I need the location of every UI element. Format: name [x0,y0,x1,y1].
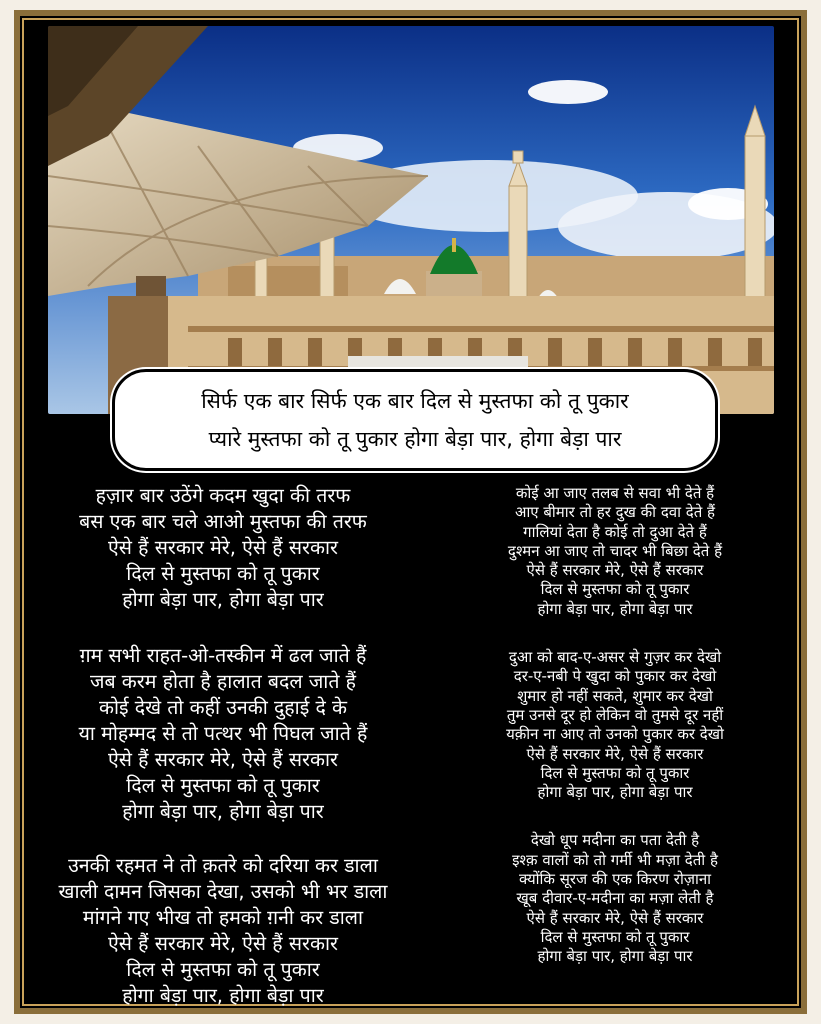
verse-line: होगा बेड़ा पार, होगा बेड़ा पार [122,588,324,611]
verse-line: होगा बेड़ा पार, होगा बेड़ा पार [122,984,324,1007]
left-stanza-2 [18,643,428,825]
verse-line: होगा बेड़ा पार, होगा बेड़ा पार [537,599,693,618]
banner-line-1: सिर्फ एक बार सिर्फ एक बार दिल से मुस्तफा को तू पुकार [201,389,629,413]
right-column [450,484,780,967]
verse-line: कोई आ जाए तलब से सवा भी देते हैं [515,484,715,502]
verse-line: क्योंकि सूरज की एक किरण रोज़ाना [518,870,712,889]
verse-line: उनकी रहमत ने तो क़तरे को दरिया कर डाला [68,854,378,877]
verse-line: ऐसे हैं सरकार मेरे, ऐसे हैं सरकार [526,561,704,580]
title-banner [112,369,718,471]
verse-line: होगा बेड़ा पार, होगा बेड़ा पार [122,800,324,823]
verse-line: दुआ को बाद-ए-असर से गुज़र कर देखो [508,648,722,667]
verse-line: ऐसे हैं सरकार मेरे, ऐसे हैं सरकार [526,744,704,763]
verse-line: दर-ए-नबी पे खुदा को पुकार कर देखो [513,667,717,686]
left-stanza-1 [18,483,428,613]
left-column [18,483,428,1009]
verse-line: बस एक बार चले आओ मुस्तफा की तरफ [79,510,367,533]
verse-line: ग़म सभी राहत-ओ-तस्कीन में ढल जाते हैं [79,644,367,667]
verse-line: शुमार हो नहीं सकते, शुमार कर देखो [517,686,713,705]
verse-line: यक़ीन ना आए तो उनको पुकार कर देखो [506,725,724,744]
left-stanza-3 [18,853,428,1009]
verse-line: गालियां देता है कोई तो दुआ देते हैं [523,522,707,541]
verse-line: इश्क़ वालों को तो गर्मी भी मज़ा देती है [512,850,718,869]
verse-line: तुम उनसे दूर हो लेकिन वो तुमसे दूर नहीं [506,705,724,724]
verse-line: देखो धूप मदीना का पता देती है [530,831,700,850]
verse-line: या मोहम्मद से तो पत्थर भी पिघल जाते हैं [78,722,368,745]
verse-line: मांगने गए भीख तो हमको ग़नी कर डाला [82,906,364,929]
verse-line: होगा बेड़ा पार, होगा बेड़ा पार [537,947,693,966]
verse-line: खूब दीवार-ए-मदीना का मज़ा लेती है [516,889,714,908]
verse-line: आए बीमार तो हर दुख की दवा देते हैं [514,503,716,522]
verse-line: होगा बेड़ा पार, होगा बेड़ा पार [537,783,693,802]
verse-line: दिल से मुस्तफा को तू पुकार [540,763,690,782]
verse-line: दिल से मुस्तफा को तू पुकार [126,774,320,797]
banner-line-2: प्यारे मुस्तफा को तू पुकार होगा बेड़ा पार, होगा बेड़ा पार [208,427,622,451]
right-stanza-3 [450,831,780,966]
verse-line: कोई देखे तो कहीं उनकी दुहाई दे के [98,696,348,719]
verse-line: ऐसे हैं सरकार मेरे, ऐसे हैं सरकार [108,536,338,559]
verse-line: दुश्मन आ जाए तो चादर भी बिछा देते हैं [507,541,723,560]
verse-line: ऐसे हैं सरकार मेरे, ऐसे हैं सरकार [108,932,338,955]
verse-line: दिल से मुस्तफा को तू पुकार [540,580,690,599]
mosque-photo [48,26,774,414]
verse-line: दिल से मुस्तफा को तू पुकार [540,927,690,946]
verse-line: दिल से मुस्तफा को तू पुकार [126,958,320,981]
verse-line: दिल से मुस्तफा को तू पुकार [126,562,320,585]
verse-line: जब करम होता है हालात बदल जाते हैं [89,670,357,693]
right-stanza-1 [450,484,780,619]
verse-line: ऐसे हैं सरकार मेरे, ऐसे हैं सरकार [108,748,338,771]
verse-line: ऐसे हैं सरकार मेरे, ऐसे हैं सरकार [526,908,704,927]
verse-line: खाली दामन जिसका देखा, उसको भी भर डाला [58,880,388,903]
right-stanza-2 [450,648,780,802]
verse-line: हज़ार बार उठेंगे कदम खुदा की तरफ [95,484,351,507]
